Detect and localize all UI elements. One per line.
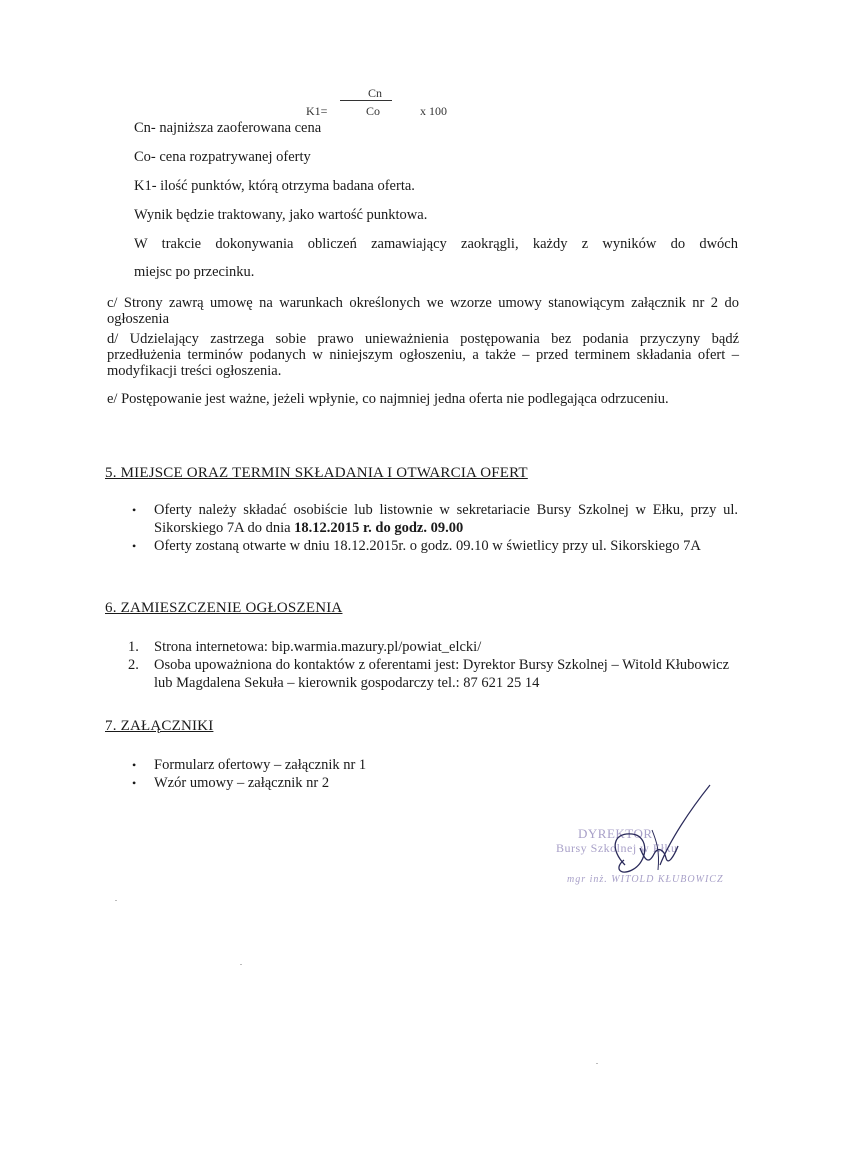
formula-multiplier: x 100 — [420, 104, 447, 118]
stamp-institution: Bursy Szkolnej w Ełku — [556, 841, 678, 855]
section-5-heading: 5. MIEJSCE ORAZ TERMIN SKŁADANIA I OTWARCIA OFERT — [105, 465, 528, 481]
list-item — [128, 656, 738, 692]
definition-cn: Cn- najniższa zaoferowana cena — [134, 120, 322, 136]
signature-icon — [540, 770, 740, 900]
scan-speck — [596, 1063, 598, 1064]
clause-c-text: c/ Strony zawrą umowę na warunkach określonych we wzorze umowy stanowiącym załącznik nr 2 do ogłoszenia — [107, 295, 739, 327]
clause-d — [107, 331, 739, 379]
formula-numerator: Cn — [368, 86, 383, 100]
definition-result: Wynik będzie traktowany, jako wartość punktowa. — [134, 207, 428, 223]
formula-denominator: Co — [366, 104, 381, 118]
attachment-1: Formularz ofertowy – załącznik nr 1 — [154, 757, 367, 773]
list-item — [128, 501, 738, 537]
scan-speck — [115, 900, 117, 901]
clause-e — [107, 391, 739, 407]
formula-fraction-bar — [340, 100, 392, 101]
section-5-deadline: 18.12.2015 r. do godz. 09.00 — [294, 520, 464, 536]
section-6-item-1-text: Strona internetowa: bip.warmia.mazury.pl/powiat_elcki/ — [154, 639, 482, 655]
section-6-item-2-text: Osoba upoważniona do kontaktów z oferentami jest: Dyrektor Bursy Szkolnej – Witold Kłubowicz lub Magdalena Sekuła – kierownik gospodarczy tel.: 87 621 25 14 — [154, 657, 730, 691]
clause-d-text: d/ Udzielający zastrzega sobie prawo unieważnienia postępowania bez podania przyczyny bądź przedłużenia terminów podanych w niniejszym ogłoszeniu, a także – przed terminem składania ofert – modyfikacji treści ogłoszenia. — [107, 331, 739, 379]
clause-c — [107, 295, 739, 327]
section-5-item-1-text: Oferty należy składać osobiście lub listownie w sekretariacie Bursy Szkolnej w Ełku, przy ul. Sikorskiego 7A do dnia — [154, 502, 738, 536]
item-number: 1. — [128, 639, 139, 655]
section-7-heading: 7. ZAŁĄCZNIKI — [105, 718, 214, 734]
list-item — [128, 537, 738, 555]
formula-label: K1= — [306, 104, 328, 118]
definition-rounding: W trakcie dokonywania obliczeń zamawiający zaokrągli, każdy z wyników do dwóch — [134, 236, 738, 252]
bullet-icon: • — [132, 539, 137, 553]
definition-co: Co- cena rozpatrywanej oferty — [134, 149, 311, 165]
section-5-item-2-text: Oferty zostaną otwarte w dniu 18.12.2015r. o godz. 09.10 w świetlicy przy ul. Sikorskiego 7A — [154, 538, 701, 554]
section-6-heading: 6. ZAMIESZCZENIE OGŁOSZENIA — [105, 600, 343, 616]
item-number: 2. — [128, 657, 139, 673]
section-5-list — [128, 501, 738, 555]
scan-speck — [240, 964, 242, 965]
definition-k1: K1- ilość punktów, którą otrzyma badana oferta. — [134, 178, 415, 194]
list-item — [128, 638, 738, 656]
bullet-icon: • — [132, 503, 137, 517]
bullet-icon: • — [132, 758, 137, 772]
clause-e-text: e/ Postępowanie jest ważne, jeżeli wpłynie, co najmniej jedna oferta nie podlegająca odrzuceniu. — [107, 391, 669, 407]
stamp-name: mgr inż. WITOLD KŁUBOWICZ — [567, 874, 724, 885]
attachment-2: Wzór umowy – załącznik nr 2 — [154, 775, 330, 791]
section-6-list — [128, 638, 738, 692]
bullet-icon: • — [132, 776, 137, 790]
stamp-title: DYREKTOR — [578, 826, 653, 841]
definition-rounding-cont: miejsc po przecinku. — [134, 264, 255, 280]
